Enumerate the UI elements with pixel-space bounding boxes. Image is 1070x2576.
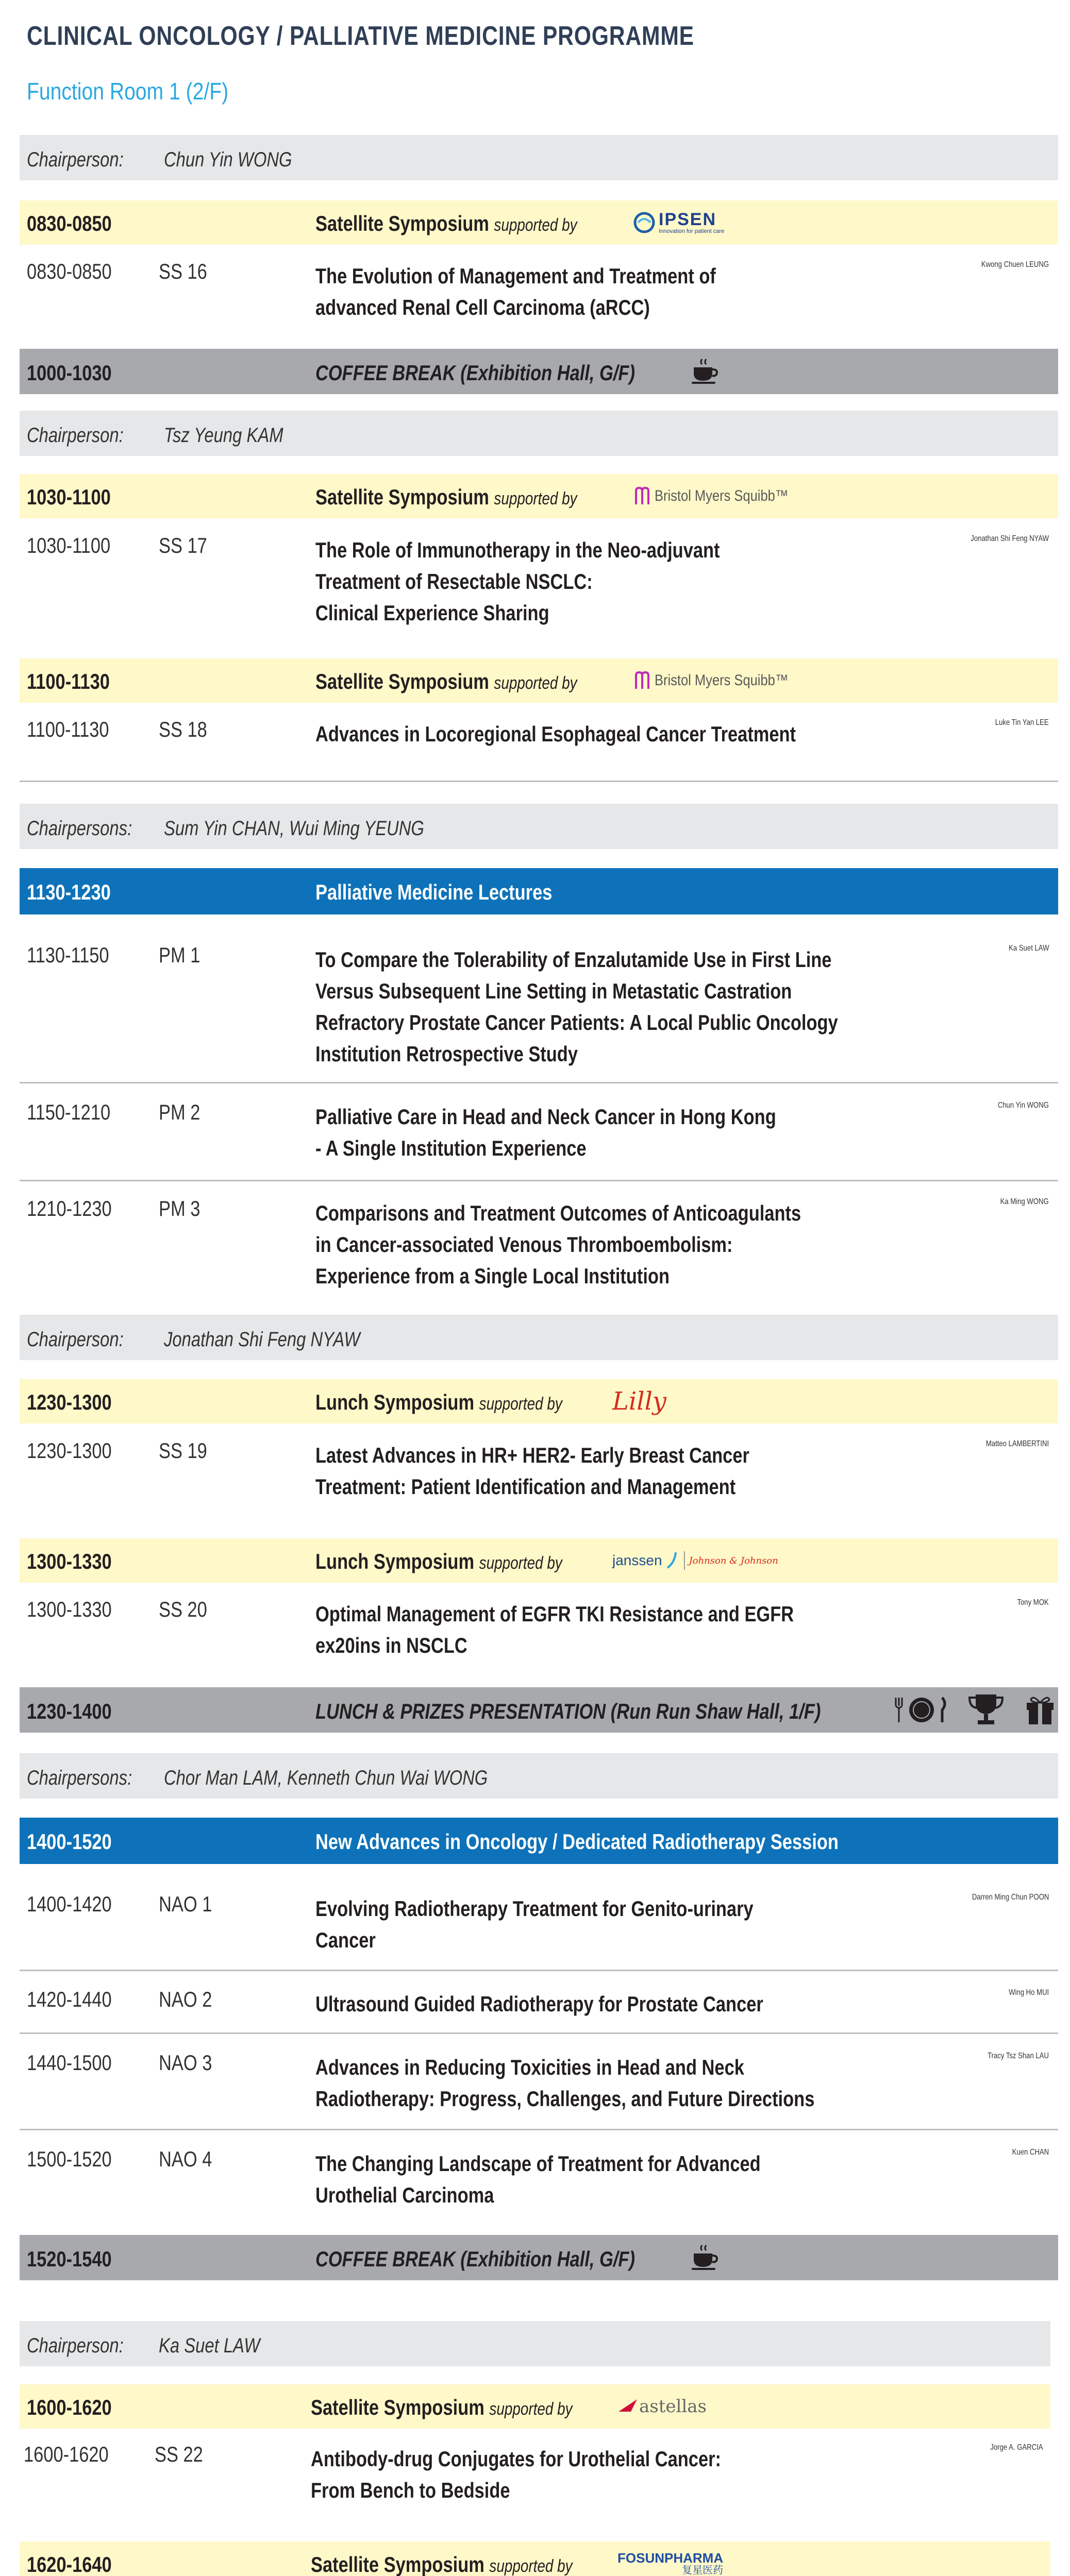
- talk-row: [20, 245, 1058, 333]
- chair-label: Chairpersons:: [27, 817, 132, 840]
- bms-logo: Bristol Myers Squibb™: [633, 482, 812, 510]
- talk-speaker: Matteo LAMBERTINI: [985, 1439, 1049, 1448]
- symposium-row: [20, 474, 1058, 518]
- talk-time: 0830-0850: [27, 259, 112, 283]
- session-time: 1520-1540: [27, 2247, 112, 2271]
- talk-speaker: Jonathan Shi Feng NYAW: [971, 534, 1049, 543]
- talk-speaker: Kuen CHAN: [1012, 2148, 1049, 2157]
- gift-box-icon: [1025, 1692, 1056, 1726]
- divider: [20, 1082, 1058, 1083]
- divider: [20, 2032, 1058, 2034]
- symposium-row: [20, 1538, 1058, 1583]
- session-time: 1600-1620: [27, 2395, 112, 2419]
- lecture-title: Palliative Medicine Lectures: [315, 880, 553, 904]
- talk-code: NAO 3: [159, 2050, 212, 2075]
- lecture-title: New Advances in Oncology / Dedicated Radiotherapy Session: [315, 1829, 839, 1854]
- talk-row: [20, 2133, 1058, 2221]
- symposium-title: Lunch Symposium supported by: [315, 1549, 562, 1573]
- chair-label: Chairpersons:: [27, 1767, 132, 1789]
- talk-speaker: Kwong Chuen LEUNG: [981, 260, 1049, 269]
- chair-label: Chairperson:: [27, 1328, 124, 1351]
- talk-code: PM 2: [159, 1100, 200, 1124]
- talk-speaker: Luke Tin Yan LEE: [995, 718, 1049, 727]
- talk-code: NAO 1: [159, 1892, 212, 1916]
- divider: [20, 2129, 1058, 2130]
- session-time: 1100-1130: [27, 669, 110, 693]
- talk-speaker: Wing Ho MUI: [1008, 1988, 1049, 1997]
- session-time: 1300-1330: [27, 1549, 112, 1573]
- talk-code: SS 16: [159, 259, 207, 283]
- talk-time: 1210-1230: [27, 1196, 112, 1221]
- session-time: 0830-0850: [27, 211, 112, 235]
- break-title: COFFEE BREAK (Exhibition Hall, G/F): [315, 2247, 635, 2271]
- fosun-logo: FOSUNPHARMA 复星医药: [617, 2550, 724, 2576]
- talk-row: [20, 1583, 1058, 1671]
- talk-time: 1230-1300: [27, 1438, 112, 1463]
- chair-row: [20, 804, 1058, 849]
- chair-names: Chun Yin WONG: [164, 148, 292, 171]
- talk-time: 1420-1440: [27, 1987, 112, 2011]
- talk-title: The Changing Landscape of Treatment for Advanced Urothelial Carcinoma: [315, 2151, 761, 2207]
- astellas-logo: astellas: [617, 2393, 707, 2420]
- talk-time: 1130-1150: [27, 943, 109, 967]
- lilly-logo: Lilly: [612, 1387, 667, 1416]
- talk-title: Comparisons and Treatment Outcomes of Anticoagulants in Cancer-associated Venous Thromboembolism: Experience from a Single Local Institution: [315, 1201, 801, 1288]
- room-label: Function Room 1 (2/F): [27, 78, 229, 105]
- talk-title: The Evolution of Management and Treatment of advanced Renal Cell Carcinoma (aRCC): [315, 264, 716, 319]
- symposium-row: [20, 658, 1058, 703]
- session-time: 1130-1230: [27, 880, 111, 904]
- lecture-header-row: [20, 868, 1058, 914]
- break-row: [20, 1687, 1058, 1733]
- talk-speaker: Ka Suet LAW: [1008, 944, 1049, 953]
- talk-code: PM 1: [159, 943, 200, 967]
- astellas-star-icon: [617, 2396, 638, 2417]
- talk-title: Antibody-drug Conjugates for Urothelial Cancer: From Bench to Bedside: [311, 2447, 721, 2502]
- talk-row: [20, 1973, 1058, 2030]
- talk-row: [20, 1182, 1058, 1301]
- lunch-plate-icon: [891, 1694, 952, 1725]
- chair-names: Sum Yin CHAN, Wui Ming YEUNG: [164, 817, 424, 840]
- talk-code: NAO 4: [159, 2147, 212, 2171]
- talk-speaker: Darren Ming Chun POON: [972, 1893, 1049, 1902]
- session-time: 1000-1030: [27, 361, 112, 385]
- symposium-title: Satellite Symposium supported by: [315, 485, 577, 509]
- trophy-icon: [965, 1692, 1007, 1726]
- talk-title: Evolving Radiotherapy Treatment for Genito-urinary Cancer: [315, 1896, 754, 1952]
- break-row: [20, 2235, 1058, 2280]
- coffee-cup-icon: [690, 356, 721, 387]
- symposium-row: [20, 1379, 1058, 1423]
- chair-names: Chor Man LAM, Kenneth Chun Wai WONG: [164, 1767, 488, 1789]
- break-title: COFFEE BREAK (Exhibition Hall, G/F): [315, 361, 635, 385]
- janssen-logo: janssen Johnson & Johnson: [612, 1547, 778, 1574]
- chair-row: [20, 2321, 1050, 2366]
- talk-code: SS 18: [159, 717, 207, 741]
- symposium-title: Satellite Symposium supported by: [315, 211, 577, 235]
- symposium-row: [20, 200, 1058, 245]
- divider: [20, 1970, 1058, 1971]
- talk-title: Ultrasound Guided Radiotherapy for Prostate Cancer: [315, 1992, 763, 2016]
- talk-time: 1500-1520: [27, 2147, 112, 2171]
- talk-code: NAO 2: [159, 1987, 212, 2011]
- talk-title: Advances in Reducing Toxicities in Head and Neck Radiotherapy: Progress, Challenges, and Future Directions: [315, 2055, 815, 2111]
- chair-names: Tsz Yeung KAM: [164, 424, 283, 447]
- talk-speaker: Chun Yin WONG: [997, 1101, 1049, 1110]
- talk-time: 1100-1130: [27, 717, 109, 741]
- talk-time: 1440-1500: [27, 2050, 112, 2075]
- session-time: 1030-1100: [27, 485, 111, 509]
- symposium-row: [20, 2541, 1050, 2576]
- symposium-row: [20, 2384, 1050, 2429]
- chair-row: [20, 411, 1058, 456]
- talk-speaker: Tony MOK: [1017, 1598, 1049, 1607]
- coffee-cup-icon: [690, 2242, 721, 2273]
- talk-row: [20, 2428, 1058, 2516]
- session-time: 1400-1520: [27, 1829, 112, 1854]
- talk-time: 1400-1420: [27, 1892, 112, 1916]
- chair-label: Chairperson:: [27, 148, 124, 171]
- bms-mark-icon: [633, 486, 651, 506]
- talk-row: [20, 1425, 1058, 1512]
- chair-row: [20, 135, 1058, 180]
- talk-row: [20, 703, 1058, 760]
- talk-title: Advances in Locoregional Esophageal Cancer Treatment: [315, 722, 796, 746]
- talk-title: Optimal Management of EGFR TKI Resistance and EGFR ex20ins in NSCLC: [315, 1602, 794, 1657]
- chair-names: Ka Suet LAW: [159, 2334, 260, 2357]
- talk-time: 1030-1100: [27, 533, 111, 557]
- symposium-title: Lunch Symposium supported by: [315, 1390, 562, 1414]
- ipsen-logo: IPSEN Innovation for patient care: [633, 209, 724, 236]
- symposium-title: Satellite Symposium supported by: [315, 669, 577, 693]
- divider: [20, 1180, 1058, 1181]
- talk-speaker: Jorge A. GARCIA: [990, 2443, 1043, 2452]
- symposium-title: Satellite Symposium supported by: [311, 2395, 573, 2419]
- talk-time: 1150-1210: [27, 1100, 111, 1124]
- talk-code: SS 17: [159, 533, 207, 557]
- lecture-header-row: [20, 1818, 1058, 1864]
- talk-time: 1300-1330: [27, 1597, 112, 1621]
- chair-label: Chairperson:: [27, 424, 124, 447]
- talk-code: PM 3: [159, 1196, 200, 1221]
- talk-speaker: Ka Ming WONG: [1000, 1197, 1049, 1206]
- talk-code: SS 19: [159, 1438, 207, 1463]
- ipsen-swirl-icon: [633, 211, 656, 234]
- talk-code: SS 22: [155, 2442, 203, 2466]
- session-time: 1620-1640: [27, 2552, 112, 2576]
- break-row: [20, 349, 1058, 394]
- chair-label: Chairperson:: [27, 2334, 124, 2357]
- janssen-swoosh-icon: [664, 1550, 680, 1571]
- bms-logo: Bristol Myers Squibb™: [633, 667, 812, 694]
- talk-time: 1600-1620: [24, 2442, 109, 2466]
- session-time: 1230-1300: [27, 1390, 112, 1414]
- divider: [20, 781, 1058, 782]
- talk-code: SS 20: [159, 1597, 207, 1621]
- bms-mark-icon: [633, 670, 651, 691]
- session-time: 1230-1400: [27, 1699, 112, 1723]
- talk-row: [20, 519, 1058, 638]
- talk-title: Palliative Care in Head and Neck Cancer in Hong Kong - A Single Institution Experience: [315, 1105, 776, 1160]
- talk-title: The Role of Immunotherapy in the Neo-adjuvant Treatment of Resectable NSCLC: Clinical Experience Sharing: [315, 538, 720, 625]
- talk-row: [20, 2037, 1058, 2124]
- symposium-title: Satellite Symposium supported by: [311, 2552, 573, 2576]
- chair-row: [20, 1753, 1058, 1799]
- talk-row: [20, 1086, 1058, 1174]
- talk-title: Latest Advances in HR+ HER2- Early Breast Cancer Treatment: Patient Identification and Management: [315, 1443, 749, 1499]
- talk-row: [20, 929, 1058, 1073]
- page-title: CLINICAL ONCOLOGY / PALLIATIVE MEDICINE PROGRAMME: [27, 21, 694, 51]
- talk-speaker: Tracy Tsz Shan LAU: [988, 2052, 1049, 2060]
- chair-names: Jonathan Shi Feng NYAW: [164, 1328, 360, 1351]
- break-title: LUNCH & PRIZES PRESENTATION (Run Run Shaw Hall, 1/F): [315, 1699, 821, 1723]
- chair-row: [20, 1315, 1058, 1360]
- talk-row: [20, 1878, 1058, 1965]
- talk-title: To Compare the Tolerability of Enzalutamide Use in First Line Versus Subsequent Line Setting in Metastatic Castration Refractory Prostate Cancer Patients: A Local Public Oncology Institution Retrospective Study: [315, 947, 838, 1066]
